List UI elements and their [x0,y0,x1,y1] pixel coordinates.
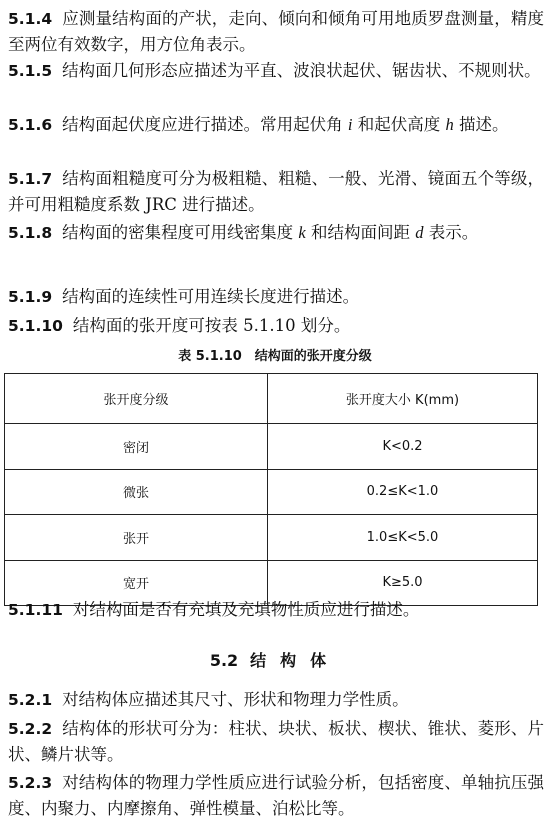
clause-5-1-10 [8,313,544,339]
clause-number: 5.1.11 [8,601,63,619]
clause-number: 5.2.3 [8,774,53,792]
clause-text-post: 表示。 [423,223,479,242]
clause-text-post: 描述。 [453,115,509,134]
variable-k: k [298,223,306,242]
size-cell: 1.0≤K<5.0 [268,515,538,561]
column-header-grade: 张开度分级 [5,374,268,424]
clause-number: 5.1.10 [8,317,63,335]
clause-5-1-9 [8,284,544,310]
clause-text: 对结构体应描述其尺寸、形状和物理力学性质。 [62,690,409,709]
clause-5-1-4 [8,6,544,58]
clause-5-2-2 [8,716,544,768]
clause-5-1-7 [8,166,544,218]
section-number: 5.2 [209,651,239,670]
clause-text: 结构面的连续性可用连续长度进行描述。 [62,287,360,306]
size-cell: K≥5.0 [268,560,538,606]
column-header-size: 张开度大小 K(mm) [268,374,538,424]
clause-text: 应测量结构面的产状，走向、倾向和倾角可用地质罗盘测量，精度至两位有效数字，用方位角表示。 [8,9,544,54]
variable-i: i [347,115,353,134]
clause-text-mid: 和起伏高度 [352,115,446,134]
table-row [5,515,538,561]
section-heading [0,648,550,671]
size-cell: 0.2≤K<1.0 [268,469,538,515]
clause-5-2-1 [8,687,544,713]
clause-number: 5.1.9 [8,288,53,306]
clause-5-1-6 [8,112,544,138]
clause-text: 结构面的张开度可按表 5.1.10 划分。 [72,316,351,335]
clause-number: 5.1.7 [8,170,53,188]
clause-text-pre: 结构面的密集程度可用线密集度 [62,223,299,242]
variable-d: d [415,223,424,242]
clause-5-2-3 [8,770,544,822]
table-caption: 表 5.1.10 结构面的张开度分级 [178,349,372,364]
grade-cell: 密闭 [5,424,268,470]
clause-number: 5.1.5 [8,62,53,80]
clause-number: 5.2.1 [8,691,53,709]
table-row [5,469,538,515]
clause-5-1-8 [8,220,544,246]
clause-number: 5.1.6 [8,116,53,134]
variable-h: h [445,115,454,134]
clause-text: 结构面几何形态应描述为平直、波浪状起伏、锯齿状、不规则状。 [62,61,541,80]
clause-text: 结构体的形状可分为：柱状、块状、板状、楔状、锥状、菱形、片状、鳞片状等。 [8,719,544,764]
grade-cell: 张开 [5,515,268,561]
grade-cell: 宽开 [5,560,268,606]
clause-number: 5.2.2 [8,720,53,738]
section-title: 结构体 [250,651,341,670]
table-header-row [5,374,538,424]
clause-text: 对结构体的物理力学性质应进行试验分析，包括密度、单轴抗压强度、内聚力、内摩擦角、弹性模量、泊松比等。 [8,773,544,818]
aperture-grade-table [4,373,538,606]
size-cell: K<0.2 [268,424,538,470]
table-row [5,424,538,470]
clause-5-1-5 [8,58,544,84]
clause-text-pre: 结构面起伏度应进行描述。常用起伏角 [62,115,348,134]
clause-text: 结构面粗糙度可分为极粗糙、粗糙、一般、光滑、镜面五个等级，并可用粗糙度系数 JRC 进行描述。 [8,169,544,214]
clause-5-1-11 [8,597,544,623]
grade-cell: 微张 [5,469,268,515]
clause-text-mid: 和结构面间距 [305,223,416,242]
clause-text: 对结构面是否有充填及充填物性质应进行描述。 [72,600,420,619]
clause-number: 5.1.8 [8,224,53,242]
clause-number: 5.1.4 [8,10,53,28]
